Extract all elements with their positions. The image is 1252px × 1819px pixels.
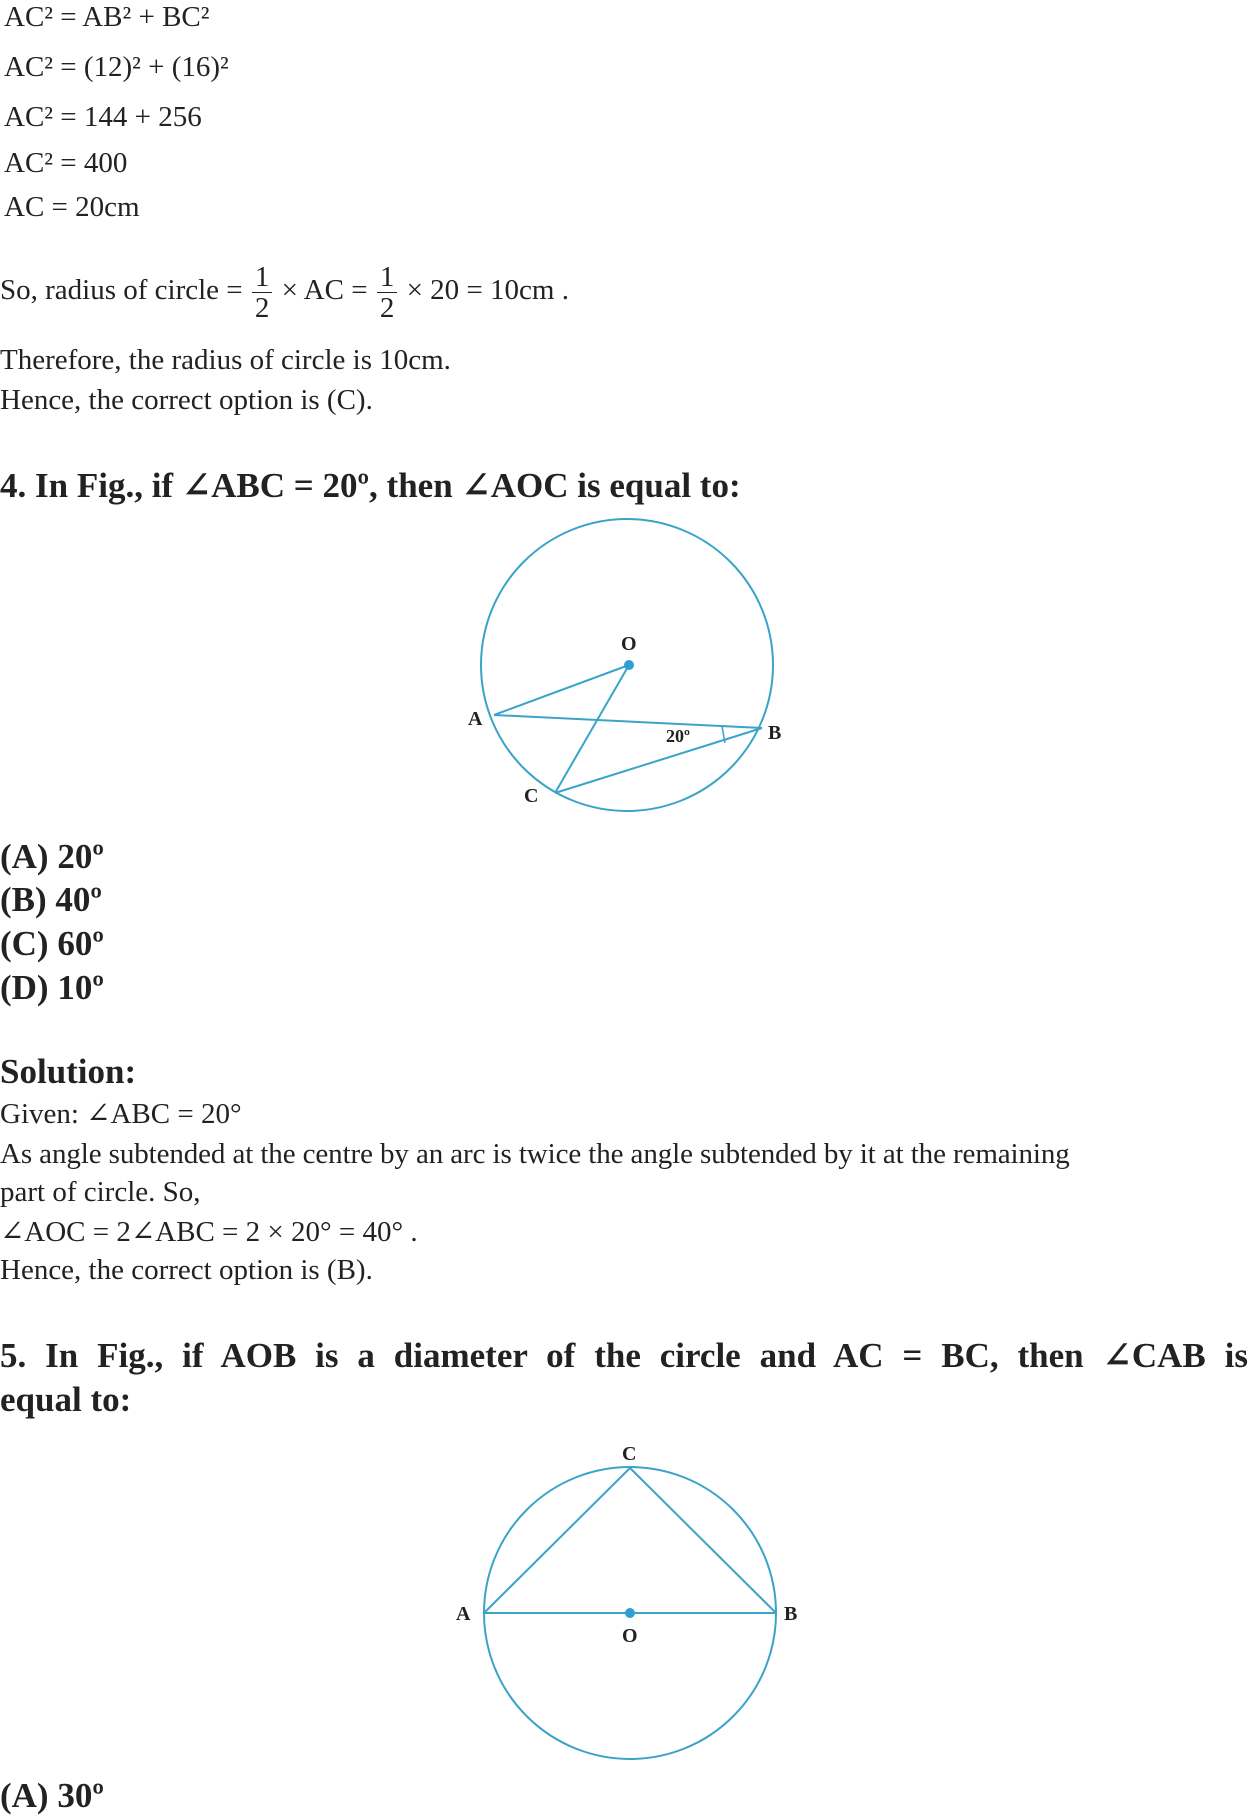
fraction-2 bbox=[377, 262, 398, 323]
hence-text-b: Hence, the correct option is (B). bbox=[0, 1254, 373, 1286]
q5-label-o: O bbox=[622, 1625, 638, 1647]
q5-label-b: B bbox=[784, 1603, 798, 1625]
q4-label-o: O bbox=[621, 633, 637, 655]
work-line-1: AC² = AB² + BC² bbox=[4, 1, 210, 33]
work-line-5: AC = 20cm bbox=[4, 191, 140, 223]
solution-given: Given: ∠ABC = 20° bbox=[0, 1098, 242, 1130]
q5-label-c: C bbox=[622, 1443, 637, 1465]
q4-option-d: (D) 10º bbox=[0, 968, 104, 1007]
solution-explain-1: As angle subtended at the centre by an arc is twice the angle subtended by it at the remaining bbox=[0, 1138, 1070, 1170]
q4-angle-label: 20º bbox=[666, 726, 690, 746]
q4-option-b: (B) 40º bbox=[0, 880, 102, 919]
solution-calc: ∠AOC = 2∠ABC = 2 × 20° = 40° . bbox=[0, 1216, 418, 1248]
q4-line-oa bbox=[494, 665, 629, 715]
q4-label-b: B bbox=[768, 722, 782, 744]
q4-label-a: A bbox=[468, 708, 483, 730]
figure-q4 bbox=[460, 515, 790, 815]
q4-option-a: (A) 20º bbox=[0, 837, 104, 876]
therefore-text: Therefore, the radius of circle is 10cm. bbox=[0, 344, 451, 376]
q4-option-c: (C) 60º bbox=[0, 924, 104, 963]
work-line-3: AC² = 144 + 256 bbox=[4, 101, 202, 133]
fraction-2-den: 2 bbox=[379, 291, 395, 324]
radius-mid: × AC = bbox=[281, 274, 368, 306]
question-4: 4. In Fig., if ∠ABC = 20º, then ∠AOC is equal to: bbox=[0, 466, 741, 505]
q4-label-c: C bbox=[524, 785, 539, 807]
radius-end: × 20 = 10cm . bbox=[406, 274, 569, 306]
question-5-line-1: 5. In Fig., if AOB is a diameter of the circle and AC = BC, then ∠CAB is bbox=[0, 1336, 1248, 1375]
q4-centre-dot bbox=[624, 660, 634, 670]
fraction-1-num: 1 bbox=[252, 262, 273, 293]
radius-prefix: So, radius of circle = bbox=[0, 274, 243, 306]
solution-explain-2: part of circle. So, bbox=[0, 1176, 201, 1208]
q5-line-ac bbox=[484, 1468, 630, 1613]
fraction-1 bbox=[252, 262, 273, 323]
fraction-2-num: 1 bbox=[377, 262, 398, 293]
q5-centre-dot bbox=[625, 1608, 635, 1618]
solution-heading: Solution: bbox=[0, 1052, 137, 1091]
q5-label-a: A bbox=[456, 1603, 471, 1625]
work-line-4: AC² = 400 bbox=[4, 147, 128, 179]
work-line-2: AC² = (12)² + (16)² bbox=[4, 51, 229, 83]
figure-q5 bbox=[450, 1438, 810, 1768]
fraction-1-den: 2 bbox=[254, 291, 270, 324]
q5-line-cb bbox=[630, 1468, 776, 1613]
hence-text-c: Hence, the correct option is (C). bbox=[0, 384, 373, 416]
question-5-line-2: equal to: bbox=[0, 1380, 132, 1419]
q5-option-a: (A) 30º bbox=[0, 1776, 104, 1815]
radius-line bbox=[0, 258, 569, 323]
